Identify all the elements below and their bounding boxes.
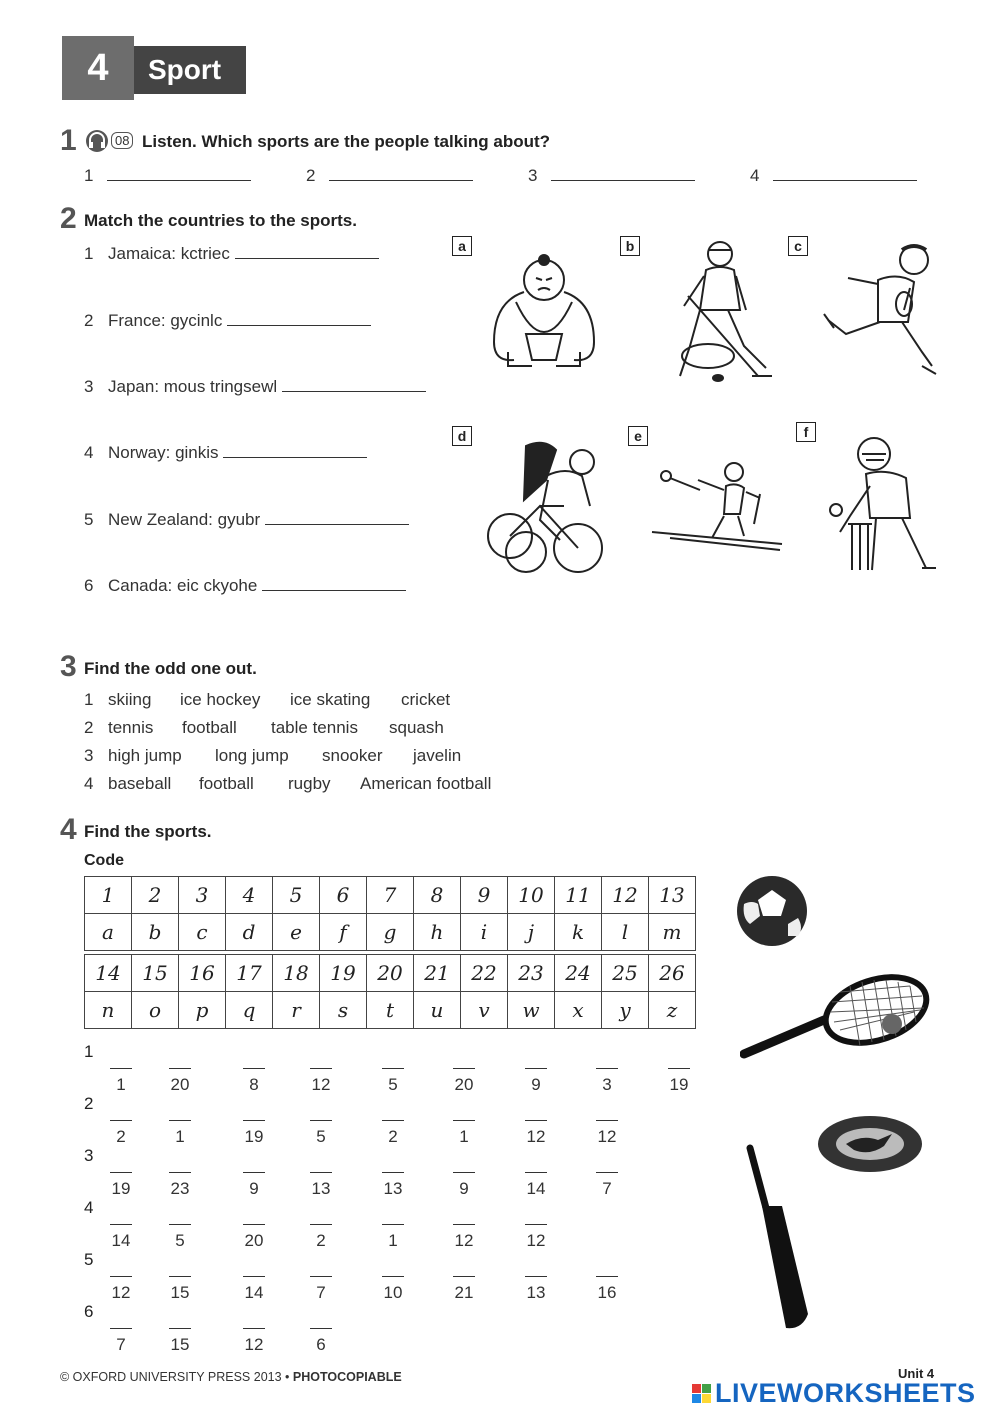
puzzle-letter-blank[interactable]: [239, 1250, 269, 1303]
puzzle-code: 20: [170, 1075, 190, 1094]
rugby-player-icon: [818, 240, 943, 383]
puzzle-code: 1: [459, 1127, 469, 1146]
puzzle-code: 1: [388, 1231, 398, 1250]
puzzle-letter-blank[interactable]: [521, 1042, 551, 1095]
puzzle-letter-blank[interactable]: [378, 1198, 408, 1251]
puzzle-code: 2: [388, 1127, 398, 1146]
puzzle-code: 7: [116, 1335, 126, 1354]
headphones-icon: [84, 129, 110, 153]
football-ball-icon: [734, 874, 810, 953]
puzzle-code: 2: [116, 1127, 126, 1146]
exercise-3-instruction: Find the odd one out.: [84, 659, 257, 678]
word-option[interactable]: ice hockey: [180, 690, 261, 709]
picture-label-c: c: [788, 236, 808, 256]
ex1-blank-4[interactable]: 4: [750, 164, 917, 186]
word-option[interactable]: high jump: [108, 746, 182, 765]
code-cell: u: [414, 992, 461, 1029]
code-cell: d: [226, 914, 273, 951]
code-cell: h: [414, 914, 461, 951]
puzzle-letter-blank[interactable]: [521, 1250, 551, 1303]
unit-title: Sport: [134, 46, 246, 94]
puzzle-code: 12: [311, 1075, 331, 1094]
puzzle-code: 19: [669, 1075, 689, 1094]
ex2-item-2[interactable]: 2 France: gycinlc: [84, 309, 371, 331]
puzzle-letter-blank[interactable]: [306, 1302, 336, 1355]
rugby-ball-icon: [816, 1114, 924, 1179]
puzzle-code: 12: [454, 1231, 474, 1250]
puzzle-letter-blank[interactable]: [378, 1250, 408, 1303]
puzzle-code: 9: [459, 1179, 469, 1198]
puzzle-letter-blank[interactable]: [306, 1094, 336, 1147]
code-cell: 5: [273, 877, 320, 914]
puzzle-code: 20: [244, 1231, 264, 1250]
puzzle-letter-blank[interactable]: [592, 1094, 622, 1147]
picture-label-b: b: [620, 236, 640, 256]
code-cell: 26: [649, 955, 696, 992]
puzzle-code: 15: [170, 1283, 190, 1302]
code-label: Code: [84, 852, 124, 869]
code-cell: y: [602, 992, 649, 1029]
ex2-item-4[interactable]: 4 Norway: ginkis: [84, 441, 367, 463]
code-cell: 20: [367, 955, 414, 992]
ice-hockey-player-icon: [648, 236, 778, 389]
puzzle-code: 23: [170, 1179, 190, 1198]
sumo-wrestler-icon: [486, 252, 616, 375]
puzzle-letter-blank[interactable]: [592, 1042, 622, 1095]
footer-unit-label: Unit 4: [898, 1366, 935, 1381]
word-option[interactable]: football: [182, 718, 237, 737]
puzzle-letter-blank[interactable]: [239, 1042, 269, 1095]
puzzle-code: 21: [454, 1283, 474, 1302]
puzzle-letter-blank[interactable]: [592, 1146, 622, 1199]
code-cell: g: [367, 914, 414, 951]
code-cell: j: [508, 914, 555, 951]
puzzle-code: 14: [111, 1231, 131, 1250]
word-option[interactable]: baseball: [108, 774, 172, 793]
code-cell: 13: [649, 877, 696, 914]
ex2-item-3[interactable]: 3 Japan: mous tringsewl: [84, 375, 426, 397]
code-cell: t: [367, 992, 414, 1029]
code-cell: 9: [461, 877, 508, 914]
code-cell: 14: [85, 955, 132, 992]
exercise-2-instruction: Match the countries to the sports.: [84, 211, 357, 230]
code-cell: n: [85, 992, 132, 1029]
word-option[interactable]: cricket: [401, 690, 451, 709]
code-cell: 25: [602, 955, 649, 992]
word-option[interactable]: tennis: [108, 718, 154, 737]
picture-label-f: f: [796, 422, 816, 442]
word-option[interactable]: squash: [389, 718, 444, 737]
exercise-2-number: 2: [60, 202, 77, 235]
word-option[interactable]: American football: [360, 774, 492, 793]
puzzle-letter-blank[interactable]: [664, 1042, 694, 1095]
brand-name: LIVEWORKSHEETS: [715, 1378, 976, 1408]
puzzle-letter-blank[interactable]: [165, 1302, 195, 1355]
puzzle-code: 9: [249, 1179, 259, 1198]
code-cell: x: [555, 992, 602, 1029]
puzzle-letter-blank[interactable]: [378, 1146, 408, 1199]
exercise-3-number: 3: [60, 650, 77, 683]
ex1-blank-3[interactable]: 3: [528, 164, 695, 186]
puzzle-letter-blank[interactable]: [378, 1042, 408, 1095]
cricket-batsman-icon: [826, 434, 946, 579]
puzzle-code: 10: [383, 1283, 403, 1302]
puzzle-code: 5: [316, 1127, 326, 1146]
puzzle-number: 2: [84, 1094, 94, 1113]
code-cell: p: [179, 992, 226, 1029]
code-cell: 22: [461, 955, 508, 992]
code-cell: e: [273, 914, 320, 951]
puzzle-letter-blank[interactable]: [165, 1094, 195, 1147]
code-cell: 18: [273, 955, 320, 992]
puzzle-code: 8: [249, 1075, 259, 1094]
word-option[interactable]: table tennis: [271, 718, 358, 737]
code-cell: 19: [320, 955, 367, 992]
puzzle-letter-blank[interactable]: [106, 1094, 136, 1147]
puzzle-letter-blank[interactable]: [449, 1094, 479, 1147]
code-cell: 6: [320, 877, 367, 914]
code-cell: s: [320, 992, 367, 1029]
code-cell: z: [649, 992, 696, 1029]
code-cell: 15: [132, 955, 179, 992]
code-cell: q: [226, 992, 273, 1029]
puzzle-code: 9: [531, 1075, 541, 1094]
code-cell: c: [179, 914, 226, 951]
code-cell: m: [649, 914, 696, 951]
puzzle-code: 7: [316, 1283, 326, 1302]
puzzle-code: 12: [111, 1283, 131, 1302]
ex1-blank-1[interactable]: 1: [84, 164, 251, 186]
code-table-top: [84, 876, 696, 951]
code-cell: k: [555, 914, 602, 951]
puzzle-number: 4: [84, 1198, 94, 1217]
cricket-bat-icon: [744, 1144, 810, 1335]
puzzle-code: 14: [526, 1179, 546, 1198]
brand-logo[interactable]: [692, 1378, 976, 1409]
code-cell: f: [320, 914, 367, 951]
puzzle-code: 1: [175, 1127, 185, 1146]
code-cell: a: [85, 914, 132, 951]
puzzle-letter-blank[interactable]: [106, 1198, 136, 1251]
code-cell: 4: [226, 877, 273, 914]
puzzle-letter-blank[interactable]: [592, 1250, 622, 1303]
puzzle-code: 1: [116, 1075, 126, 1094]
code-cell: 2: [132, 877, 179, 914]
word-option[interactable]: javelin: [413, 746, 462, 765]
puzzle-code: 20: [454, 1075, 474, 1094]
puzzle-number: 6: [84, 1302, 94, 1321]
puzzle-number: 1: [84, 1042, 94, 1061]
puzzle-code: 12: [526, 1231, 546, 1250]
code-cell: v: [461, 992, 508, 1029]
puzzle-code: 13: [526, 1283, 546, 1302]
word-option[interactable]: snooker: [322, 746, 383, 765]
unit-number: 4: [62, 36, 134, 100]
puzzle-number: 5: [84, 1250, 94, 1269]
code-table-bottom: [84, 954, 696, 1029]
puzzle-code: 19: [111, 1179, 131, 1198]
code-cell: 17: [226, 955, 273, 992]
puzzle-letter-blank[interactable]: [239, 1094, 269, 1147]
code-cell: b: [132, 914, 179, 951]
code-cell: 12: [602, 877, 649, 914]
puzzle-code: 5: [388, 1075, 398, 1094]
exercise-1-instruction: Listen. Which sports are the people talking about?: [142, 132, 551, 151]
puzzle-letter-blank[interactable]: [165, 1042, 195, 1095]
puzzle-code: 12: [526, 1127, 546, 1146]
puzzle-letter-blank[interactable]: [306, 1042, 336, 1095]
puzzle-letter-blank[interactable]: [239, 1302, 269, 1355]
puzzle-letter-blank[interactable]: [449, 1042, 479, 1095]
ex1-blank-2[interactable]: 2: [306, 164, 473, 186]
exercise-4-number: 4: [60, 813, 77, 846]
picture-label-a: a: [452, 236, 472, 256]
puzzle-letter-blank[interactable]: [521, 1094, 551, 1147]
code-cell: 3: [179, 877, 226, 914]
picture-label-d: d: [452, 426, 472, 446]
code-cell: i: [461, 914, 508, 951]
exercise-4-instruction: Find the sports.: [84, 822, 212, 841]
word-option[interactable]: skiing: [108, 690, 152, 709]
puzzle-letter-blank[interactable]: [239, 1146, 269, 1199]
word-option[interactable]: football: [199, 774, 254, 793]
word-option[interactable]: rugby: [288, 774, 331, 793]
puzzle-letter-blank[interactable]: [449, 1146, 479, 1199]
code-cell: 24: [555, 955, 602, 992]
puzzle-letter-blank[interactable]: [521, 1198, 551, 1251]
exercise-1-number: 1: [60, 124, 77, 157]
audio-track-badge: 08: [111, 132, 133, 149]
puzzle-letter-blank[interactable]: [306, 1146, 336, 1199]
ex2-item-1[interactable]: 1 Jamaica: kctriec: [84, 242, 379, 264]
word-option[interactable]: long jump: [215, 746, 289, 765]
puzzle-letter-blank[interactable]: [106, 1042, 136, 1095]
code-cell: 10: [508, 877, 555, 914]
puzzle-code: 12: [244, 1335, 264, 1354]
puzzle-code: 13: [311, 1179, 331, 1198]
puzzle-letter-blank[interactable]: [239, 1198, 269, 1251]
puzzle-letter-blank[interactable]: [106, 1302, 136, 1355]
puzzle-number: 3: [84, 1146, 94, 1165]
puzzle-letter-blank[interactable]: [449, 1250, 479, 1303]
puzzle-code: 7: [602, 1179, 612, 1198]
puzzle-letter-blank[interactable]: [165, 1198, 195, 1251]
puzzle-code: 12: [597, 1127, 617, 1146]
brand-logo-icon: [692, 1384, 711, 1403]
code-cell: 21: [414, 955, 461, 992]
puzzle-code: 16: [597, 1283, 617, 1302]
code-cell: w: [508, 992, 555, 1029]
puzzle-code: 13: [383, 1179, 403, 1198]
code-cell: 16: [179, 955, 226, 992]
ex2-item-6[interactable]: 6 Canada: eic ckyohe: [84, 574, 406, 596]
puzzle-code: 2: [316, 1231, 326, 1250]
code-cell: 8: [414, 877, 461, 914]
code-cell: r: [273, 992, 320, 1029]
puzzle-letter-blank[interactable]: [521, 1146, 551, 1199]
footer-copyright: © OXFORD UNIVERSITY PRESS 2013 • PHOTOCOPIABLE: [60, 1370, 402, 1384]
puzzle-letter-blank[interactable]: [165, 1146, 195, 1199]
code-cell: l: [602, 914, 649, 951]
puzzle-letter-blank[interactable]: [306, 1198, 336, 1251]
puzzle-letter-blank[interactable]: [449, 1198, 479, 1251]
skier-icon: [650, 460, 790, 561]
code-cell: 7: [367, 877, 414, 914]
code-cell: 11: [555, 877, 602, 914]
puzzle-code: 15: [170, 1335, 190, 1354]
puzzle-code: 14: [244, 1283, 264, 1302]
puzzle-letter-blank[interactable]: [106, 1146, 136, 1199]
code-cell: o: [132, 992, 179, 1029]
puzzle-letter-blank[interactable]: [165, 1250, 195, 1303]
tennis-racket-icon: [740, 972, 932, 1067]
puzzle-code: 19: [244, 1127, 264, 1146]
puzzle-code: 5: [175, 1231, 185, 1250]
ex2-item-5[interactable]: 5 New Zealand: gyubr: [84, 508, 409, 530]
puzzle-letter-blank[interactable]: [306, 1250, 336, 1303]
puzzle-letter-blank[interactable]: [106, 1250, 136, 1303]
puzzle-code: 3: [602, 1075, 612, 1094]
code-cell: 23: [508, 955, 555, 992]
puzzle-code: 6: [316, 1335, 326, 1354]
picture-label-e: e: [628, 426, 648, 446]
puzzle-letter-blank[interactable]: [378, 1094, 408, 1147]
word-option[interactable]: ice skating: [290, 690, 371, 709]
code-cell: 1: [85, 877, 132, 914]
cyclists-icon: [486, 436, 608, 583]
